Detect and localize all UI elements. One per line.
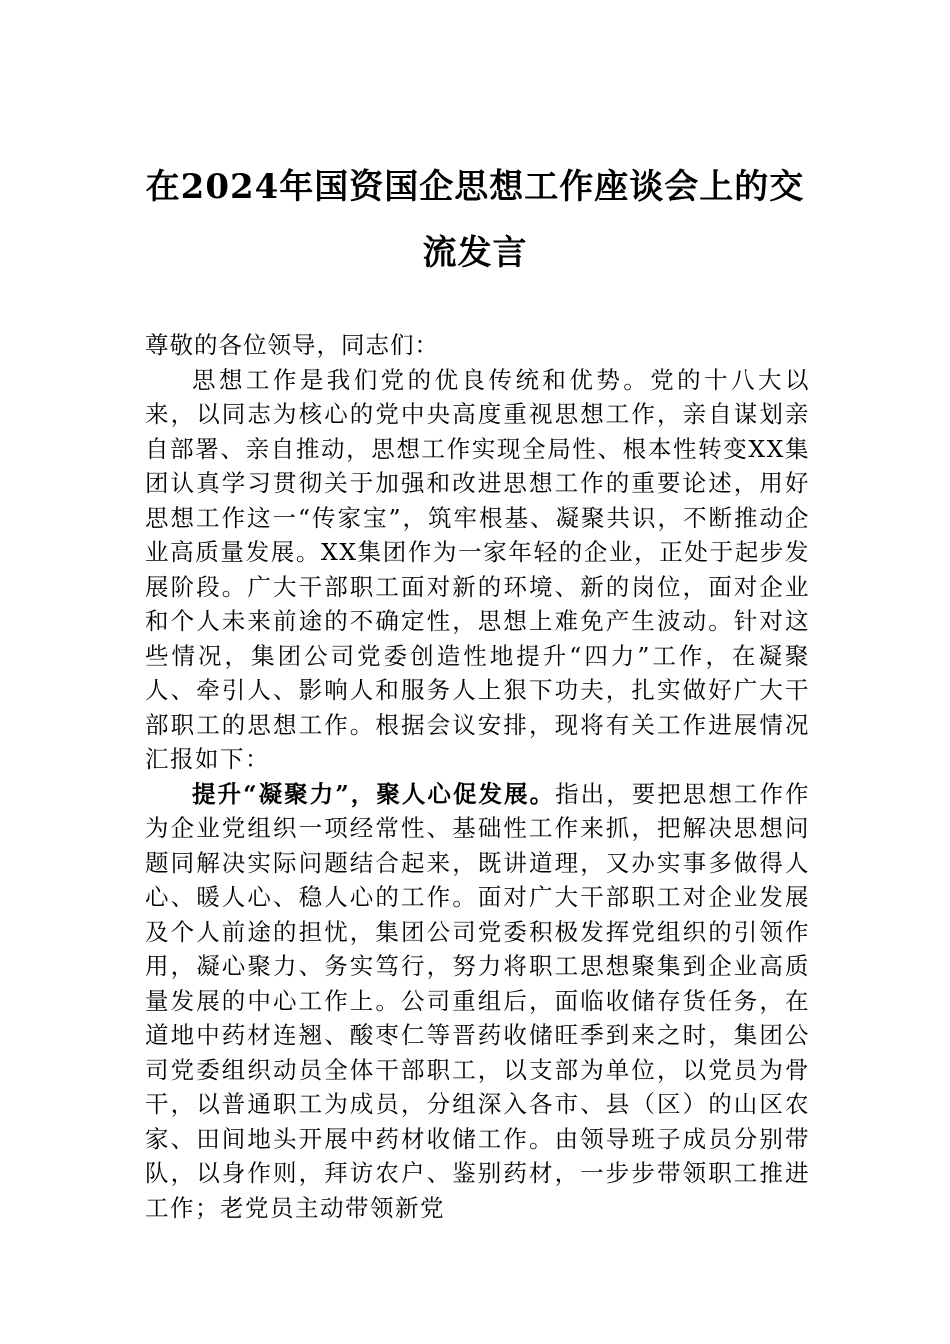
paragraph-intro: 思想工作是我们党的优良传统和优势。党的十八大以来，以同志为核心的党中央高度重视思想工作，亲自谋划亲自部署、亲自推动，思想工作实现全局性、根本性转变XX集团认真学习贯彻关于加强和改进思想工作的重要论述，用好思想工作这一“传家宝”，筑牢根基、凝聚共识，不断推动企业高质量发展。XX集团作为一家年轻的企业，正处于起步发展阶段。广大干部职工面对新的环境、新的岗位，面对企业和个人未来前途的不确定性，思想上难免产生波动。针对这些情况，集团公司党委创造性地提升“四力”工作，在凝聚人、牵引人、影响人和服务人上狠下功夫，扎实做好广大干部职工的思想工作。根据会议安排，现将有关工作进展情况汇报如下： [145,365,810,773]
document-body [145,328,810,1225]
paragraph-cohesion [145,777,810,1226]
salutation: 尊敬的各位领导，同志们： [145,331,439,359]
paragraph-heading: 提升“凝聚力”，聚人心促发展。 [192,779,556,808]
document-title-line-2: 流发言 [422,233,528,273]
document-title-line-1: 在2024年国资国企思想工作座谈会上的交 [145,167,805,207]
paragraph-text: 指出，要把思想工作作为企业党组织一项经常性、基础性工作来抓，把解决思想问题同解决实际问题结合起来，既讲道理，又办实事多做得人心、暖人心、稳人心的工作。面对广大干部职工对企业发展及个人前途的担忧，集团公司党委积极发挥党组织的引领作用，凝心聚力、务实笃行，努力将职工思想聚集到企业高质量发展的中心工作上。公司重组后，面临收储存货任务，在道地中药材连翘、酸枣仁等晋药收储旺季到来之时，集团公司党委组织动员全体干部职工，以支部为单位，以党员为骨干，以普通职工为成员，分组深入各市、县（区）的山区农家、田间地头开展中药材收储工作。由领导班子成员分别带队，以身作则，拜访农户、鉴别药材，一步步带领职工推进工作；老党员主动带领新党 [145,779,810,1222]
